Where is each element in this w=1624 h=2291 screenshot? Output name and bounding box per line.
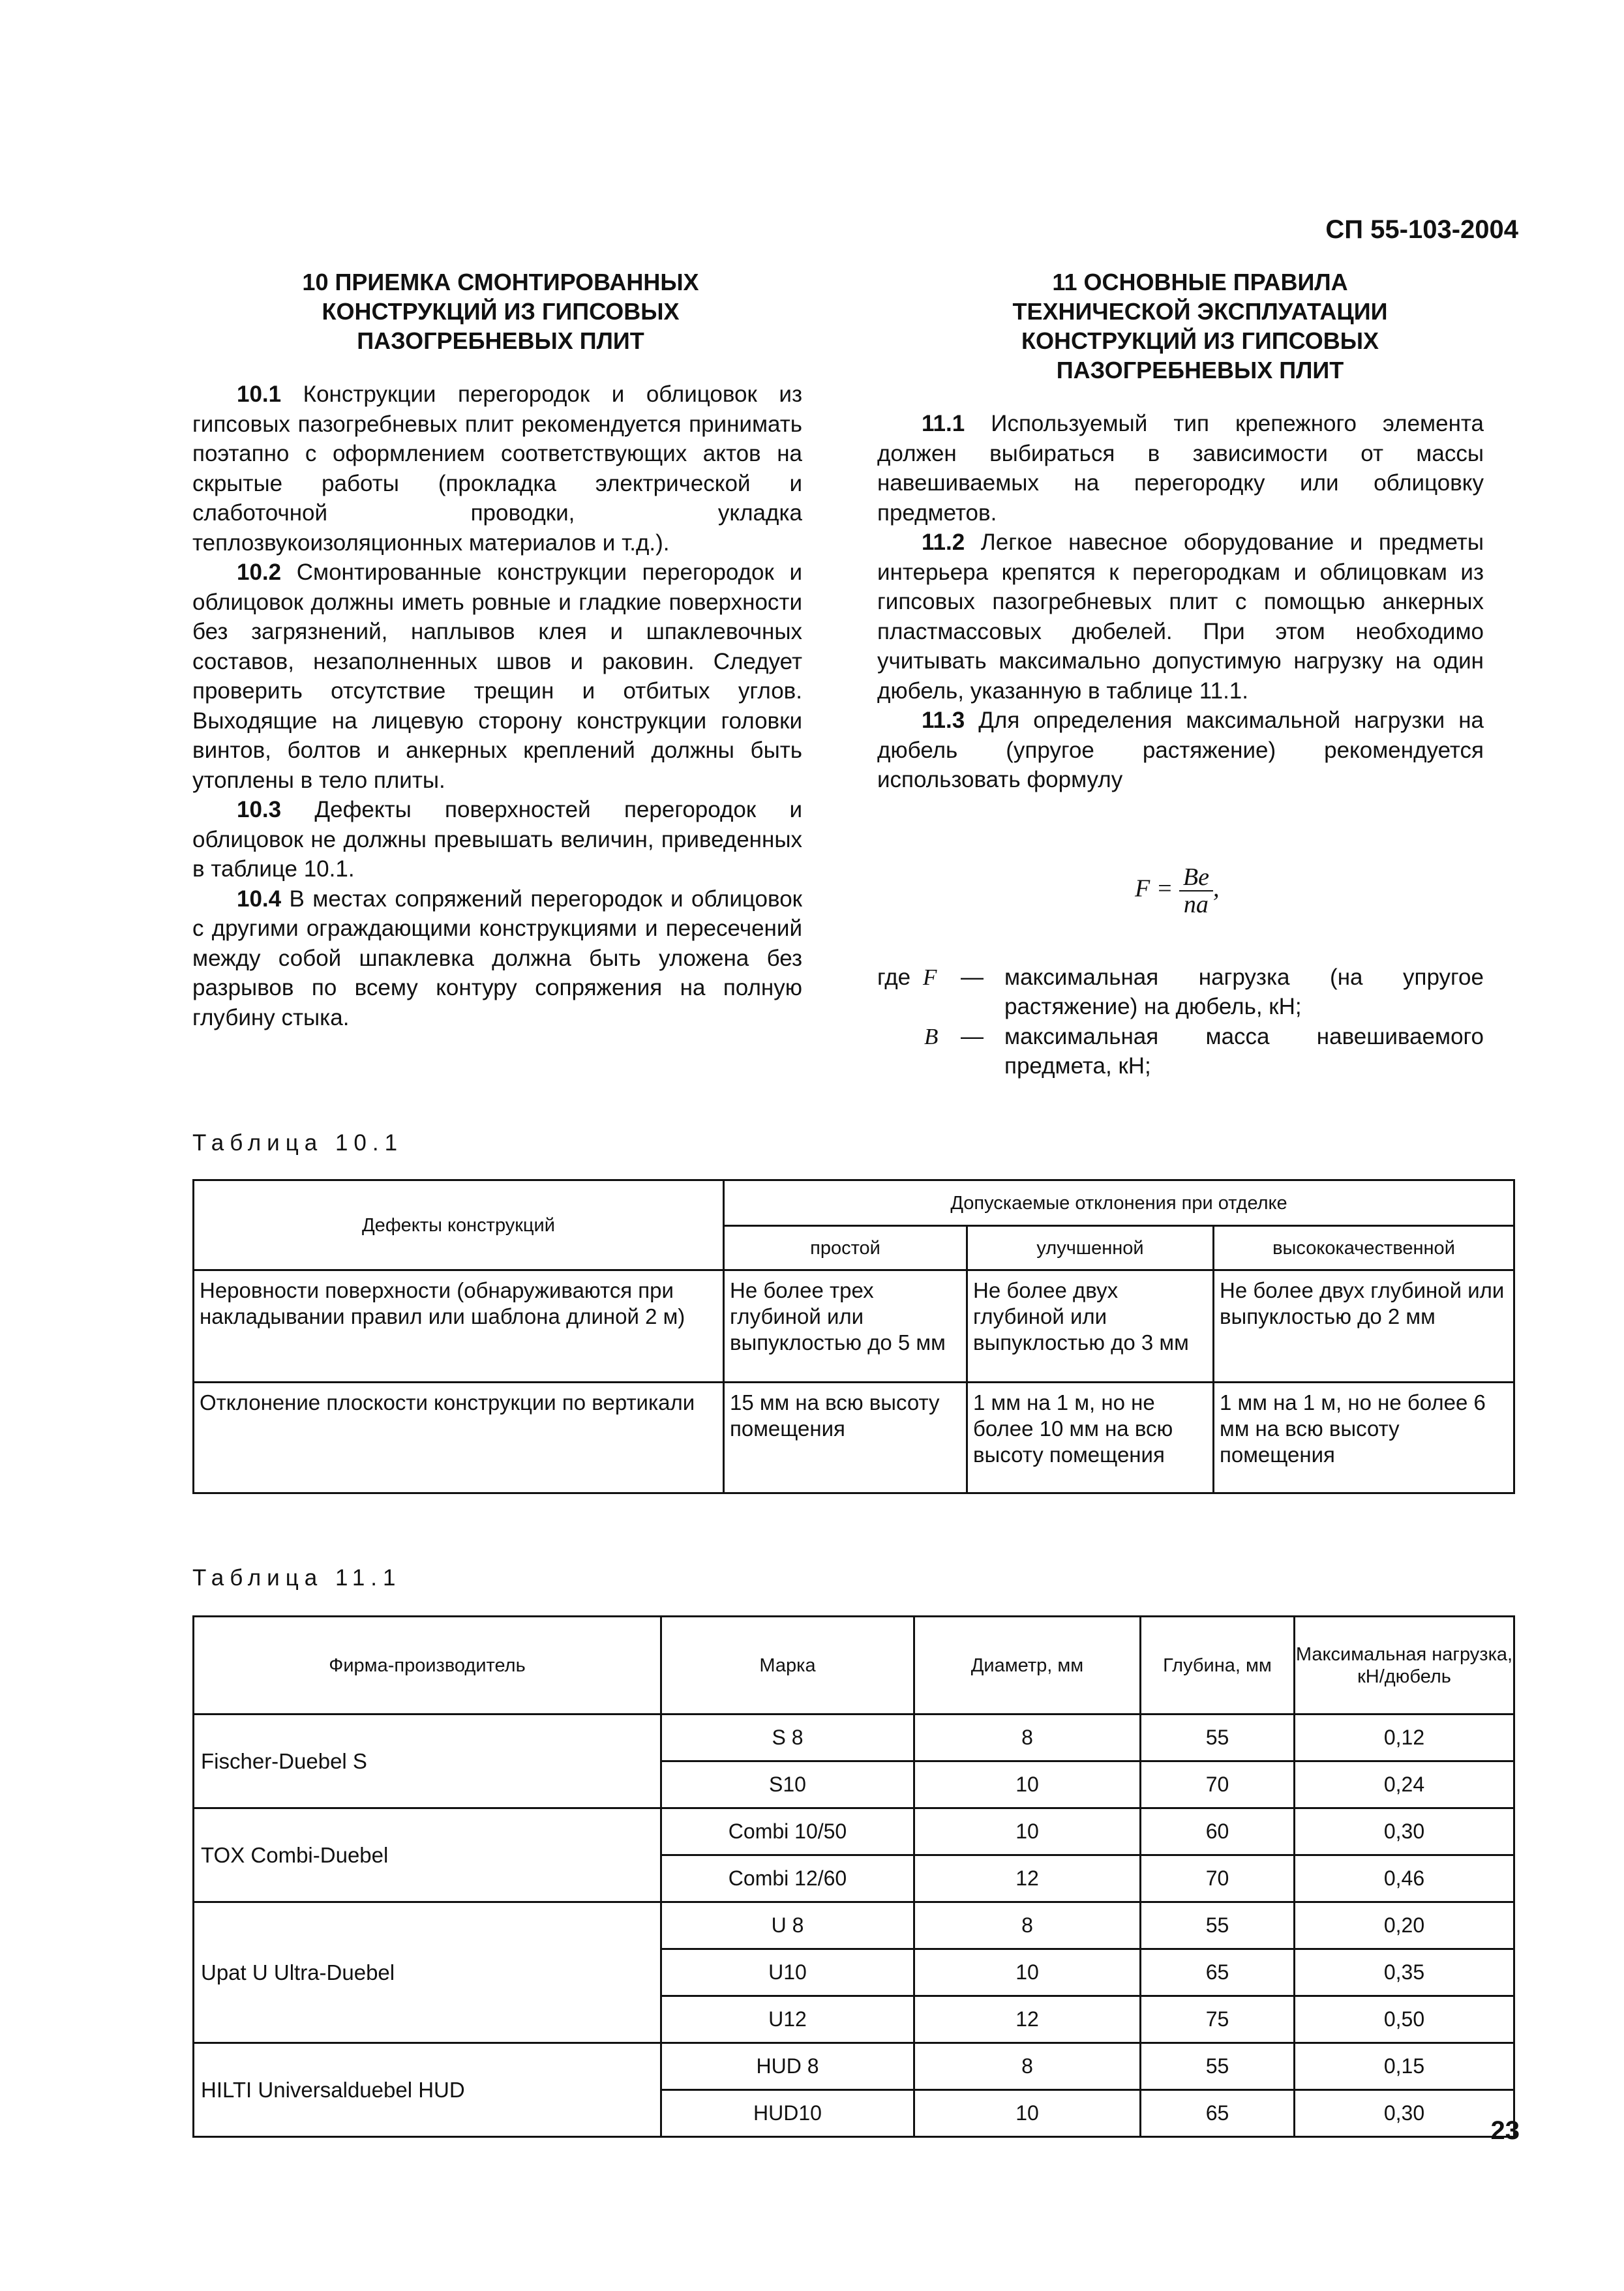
section-10-body (192, 380, 802, 1032)
table-10-1-caption: Таблица 10.1 (192, 1130, 404, 1156)
manufacturer-cell: Upat U Ultra-Duebel (194, 1902, 661, 2043)
paragraph-10-3 (192, 795, 802, 884)
diameter-cell: 8 (914, 2043, 1141, 2090)
where-desc-f-line1: максимальная нагрузка (на упругое (1004, 965, 1484, 990)
header-brand: Марка (661, 1617, 914, 1715)
depth-cell: 65 (1141, 2090, 1295, 2137)
table-row (194, 1270, 1514, 1383)
formula-numerator: Be (1179, 864, 1213, 891)
formula-denominator: na (1183, 891, 1209, 918)
brand-cell: Combi 12/60 (661, 1855, 914, 1902)
value-cell: Не более двух глубиной или выпуклостью до 2 мм (1214, 1270, 1514, 1383)
table-11-1 (192, 1615, 1515, 2138)
section-10-title-line: КОНСТРУКЦИЙ ИЗ ГИПСОВЫХ (322, 298, 680, 325)
diameter-cell: 10 (914, 1949, 1141, 1996)
diameter-cell: 10 (914, 1808, 1141, 1855)
paragraph-10-4 (192, 884, 802, 1033)
clause-number: 10.3 (237, 797, 282, 822)
brand-cell: HUD10 (661, 2090, 914, 2137)
where-desc-b-line1: максимальная масса навешиваемого (1004, 1024, 1484, 1049)
section-11-body (877, 409, 1484, 795)
clause-number: 11.2 (922, 530, 965, 555)
paragraph-10-1 (192, 380, 802, 558)
section-10-title-line: 10 ПРИЕМКА СМОНТИРОВАННЫХ (302, 269, 699, 295)
section-11-title-line: 11 ОСНОВНЫЕ ПРАВИЛА (1052, 269, 1348, 295)
section-11-title-line: ТЕХНИЧЕСКОЙ ЭКСПЛУАТАЦИИ (1012, 298, 1388, 325)
clause-text: Используемый тип крепежного элемента должен выбираться в зависимости от массы навешиваемых на перегородку или облицовку предметов. (877, 411, 1484, 526)
where-desc-f-line2: растяжение) на дюбель, кН; (1004, 994, 1302, 1019)
brand-cell: U12 (661, 1996, 914, 2043)
formula-lhs: F = (1135, 875, 1173, 903)
load-cell: 0,46 (1295, 1855, 1514, 1902)
load-cell: 0,30 (1295, 2090, 1514, 2137)
document-code: СП 55-103-2004 (1325, 215, 1518, 244)
table-10-1 (192, 1179, 1515, 1494)
load-formula (1135, 864, 1219, 918)
section-10-title (192, 267, 809, 355)
page-number: 23 (1490, 2116, 1520, 2145)
value-cell: 1 мм на 1 м, но не более 6 мм на всю высоту помещения (1214, 1383, 1514, 1493)
paragraph-11-2 (877, 528, 1484, 706)
manufacturer-cell: TOX Combi-Duebel (194, 1808, 661, 1902)
formula-fraction (1179, 864, 1213, 918)
section-11-title-line: ПАЗОГРЕБНЕВЫХ ПЛИТ (1056, 357, 1344, 383)
value-cell: Не более двух глубиной или выпуклостью до 3 мм (967, 1270, 1214, 1383)
header-tolerances: Допускаемые отклонения при отделке (724, 1180, 1514, 1226)
depth-cell: 65 (1141, 1949, 1295, 1996)
table-row (194, 1902, 1514, 1949)
header-defects: Дефекты конструкций (194, 1180, 724, 1270)
where-symbol-b: B (924, 1024, 939, 1049)
section-11-title-line: КОНСТРУКЦИЙ ИЗ ГИПСОВЫХ (1021, 327, 1379, 354)
clause-number: 11.3 (922, 708, 965, 733)
load-cell: 0,50 (1295, 1996, 1514, 2043)
clause-number: 11.1 (922, 411, 965, 436)
depth-cell: 55 (1141, 2043, 1295, 2090)
brand-cell: U 8 (661, 1902, 914, 1949)
brand-cell: S 8 (661, 1715, 914, 1761)
header-manufacturer: Фирма-производитель (194, 1617, 661, 1715)
formula-tail: , (1212, 875, 1220, 903)
value-cell: 15 мм на всю высоту помещения (724, 1383, 967, 1493)
load-cell: 0,30 (1295, 1808, 1514, 1855)
clause-text: Для определения максимальной нагрузки на дюбель (упругое растяжение) рекомендуется использовать формулу (877, 708, 1484, 792)
header-simple: простой (724, 1226, 967, 1270)
header-improved: улучшенной (967, 1226, 1214, 1270)
paragraph-10-2 (192, 558, 802, 795)
brand-cell: HUD 8 (661, 2043, 914, 2090)
where-dash: — (961, 965, 984, 990)
load-cell: 0,20 (1295, 1902, 1514, 1949)
header-depth: Глубина, мм (1141, 1617, 1295, 1715)
diameter-cell: 12 (914, 1855, 1141, 1902)
header-max-load: Максимальная нагрузка, кН/дюбель (1295, 1617, 1514, 1715)
where-intro: где (877, 965, 911, 990)
diameter-cell: 10 (914, 1761, 1141, 1808)
depth-cell: 70 (1141, 1855, 1295, 1902)
defect-cell: Отклонение плоскости конструкции по вертикали (194, 1383, 724, 1493)
section-11-title (877, 267, 1523, 385)
formula-legend (877, 963, 1484, 1093)
value-cell: 1 мм на 1 м, но не более 10 мм на всю высоту помещения (967, 1383, 1214, 1493)
table-row (194, 1808, 1514, 1855)
value-cell: Не более трех глубиной или выпуклостью до 5 мм (724, 1270, 967, 1383)
load-cell: 0,35 (1295, 1949, 1514, 1996)
paragraph-11-1 (877, 409, 1484, 528)
clause-text: Легкое навесное оборудование и предметы интерьера крепятся к перегородкам и облицовкам из гипсовых пазогребневых плит с помощью анкерных пластмассовых дюбелей. При этом необходимо учитывать максимально допустимую нагрузку на один дюбель, указанную в таблице 11.1. (877, 530, 1484, 704)
diameter-cell: 8 (914, 1902, 1141, 1949)
brand-cell: U10 (661, 1949, 914, 1996)
where-dash: — (961, 1024, 984, 1049)
load-cell: 0,12 (1295, 1715, 1514, 1761)
load-cell: 0,15 (1295, 2043, 1514, 2090)
depth-cell: 55 (1141, 1715, 1295, 1761)
depth-cell: 60 (1141, 1808, 1295, 1855)
depth-cell: 70 (1141, 1761, 1295, 1808)
where-desc-b-line2: предмета, кН; (1004, 1053, 1151, 1079)
manufacturer-cell: HILTI Universalduebel HUD (194, 2043, 661, 2137)
table-row (194, 1715, 1514, 1761)
clause-text: В местах сопряжений перегородок и облицовок с другими ограждающими конструкциями и пересечений между собой шпаклевка должна быть уложена без разрывов по всему контуру сопряжения на полную глубину стыка. (192, 886, 802, 1030)
defect-cell: Неровности поверхности (обнаруживаются при накладывании правил или шаблона длиной 2 м) (194, 1270, 724, 1383)
load-cell: 0,24 (1295, 1761, 1514, 1808)
table-row (194, 2043, 1514, 2090)
clause-text: Дефекты поверхностей перегородок и облицовок не должны превышать величин, приведенных в таблице 10.1. (192, 797, 802, 882)
table-row (194, 1383, 1514, 1493)
clause-number: 10.2 (237, 560, 282, 585)
header-diameter: Диаметр, мм (914, 1617, 1141, 1715)
clause-text: Смонтированные конструкции перегородок и облицовок должны иметь ровные и гладкие поверхности без загрязнений, наплывов клея и шпаклевочных составов, незаполненных швов и раковин. Следует проверить отсутствие трещин и отбитых углов. Выходящие на лицевую сторону конструкции головки винтов, болтов и анкерных креплений должны быть утоплены в тело плиты. (192, 560, 802, 793)
paragraph-11-3 (877, 706, 1484, 795)
manufacturer-cell: Fischer-Duebel S (194, 1715, 661, 1808)
depth-cell: 75 (1141, 1996, 1295, 2043)
table-11-1-caption: Таблица 11.1 (192, 1565, 402, 1591)
depth-cell: 55 (1141, 1902, 1295, 1949)
clause-number: 10.4 (237, 886, 282, 912)
diameter-cell: 8 (914, 1715, 1141, 1761)
section-10-title-line: ПАЗОГРЕБНЕВЫХ ПЛИТ (357, 327, 644, 354)
brand-cell: S10 (661, 1761, 914, 1808)
header-high-quality: высококачественной (1214, 1226, 1514, 1270)
clause-text: Конструкции перегородок и облицовок из гипсовых пазогребневых плит рекомендуется принимать поэтапно с оформлением соответствующих актов на скрытые работы (прокладка электрической и слаботочной проводки, укладка теплозвукоизоляционных материалов и т.д.). (192, 382, 802, 556)
diameter-cell: 10 (914, 2090, 1141, 2137)
brand-cell: Combi 10/50 (661, 1808, 914, 1855)
where-symbol-f: F (923, 965, 937, 990)
diameter-cell: 12 (914, 1996, 1141, 2043)
clause-number: 10.1 (237, 382, 282, 407)
